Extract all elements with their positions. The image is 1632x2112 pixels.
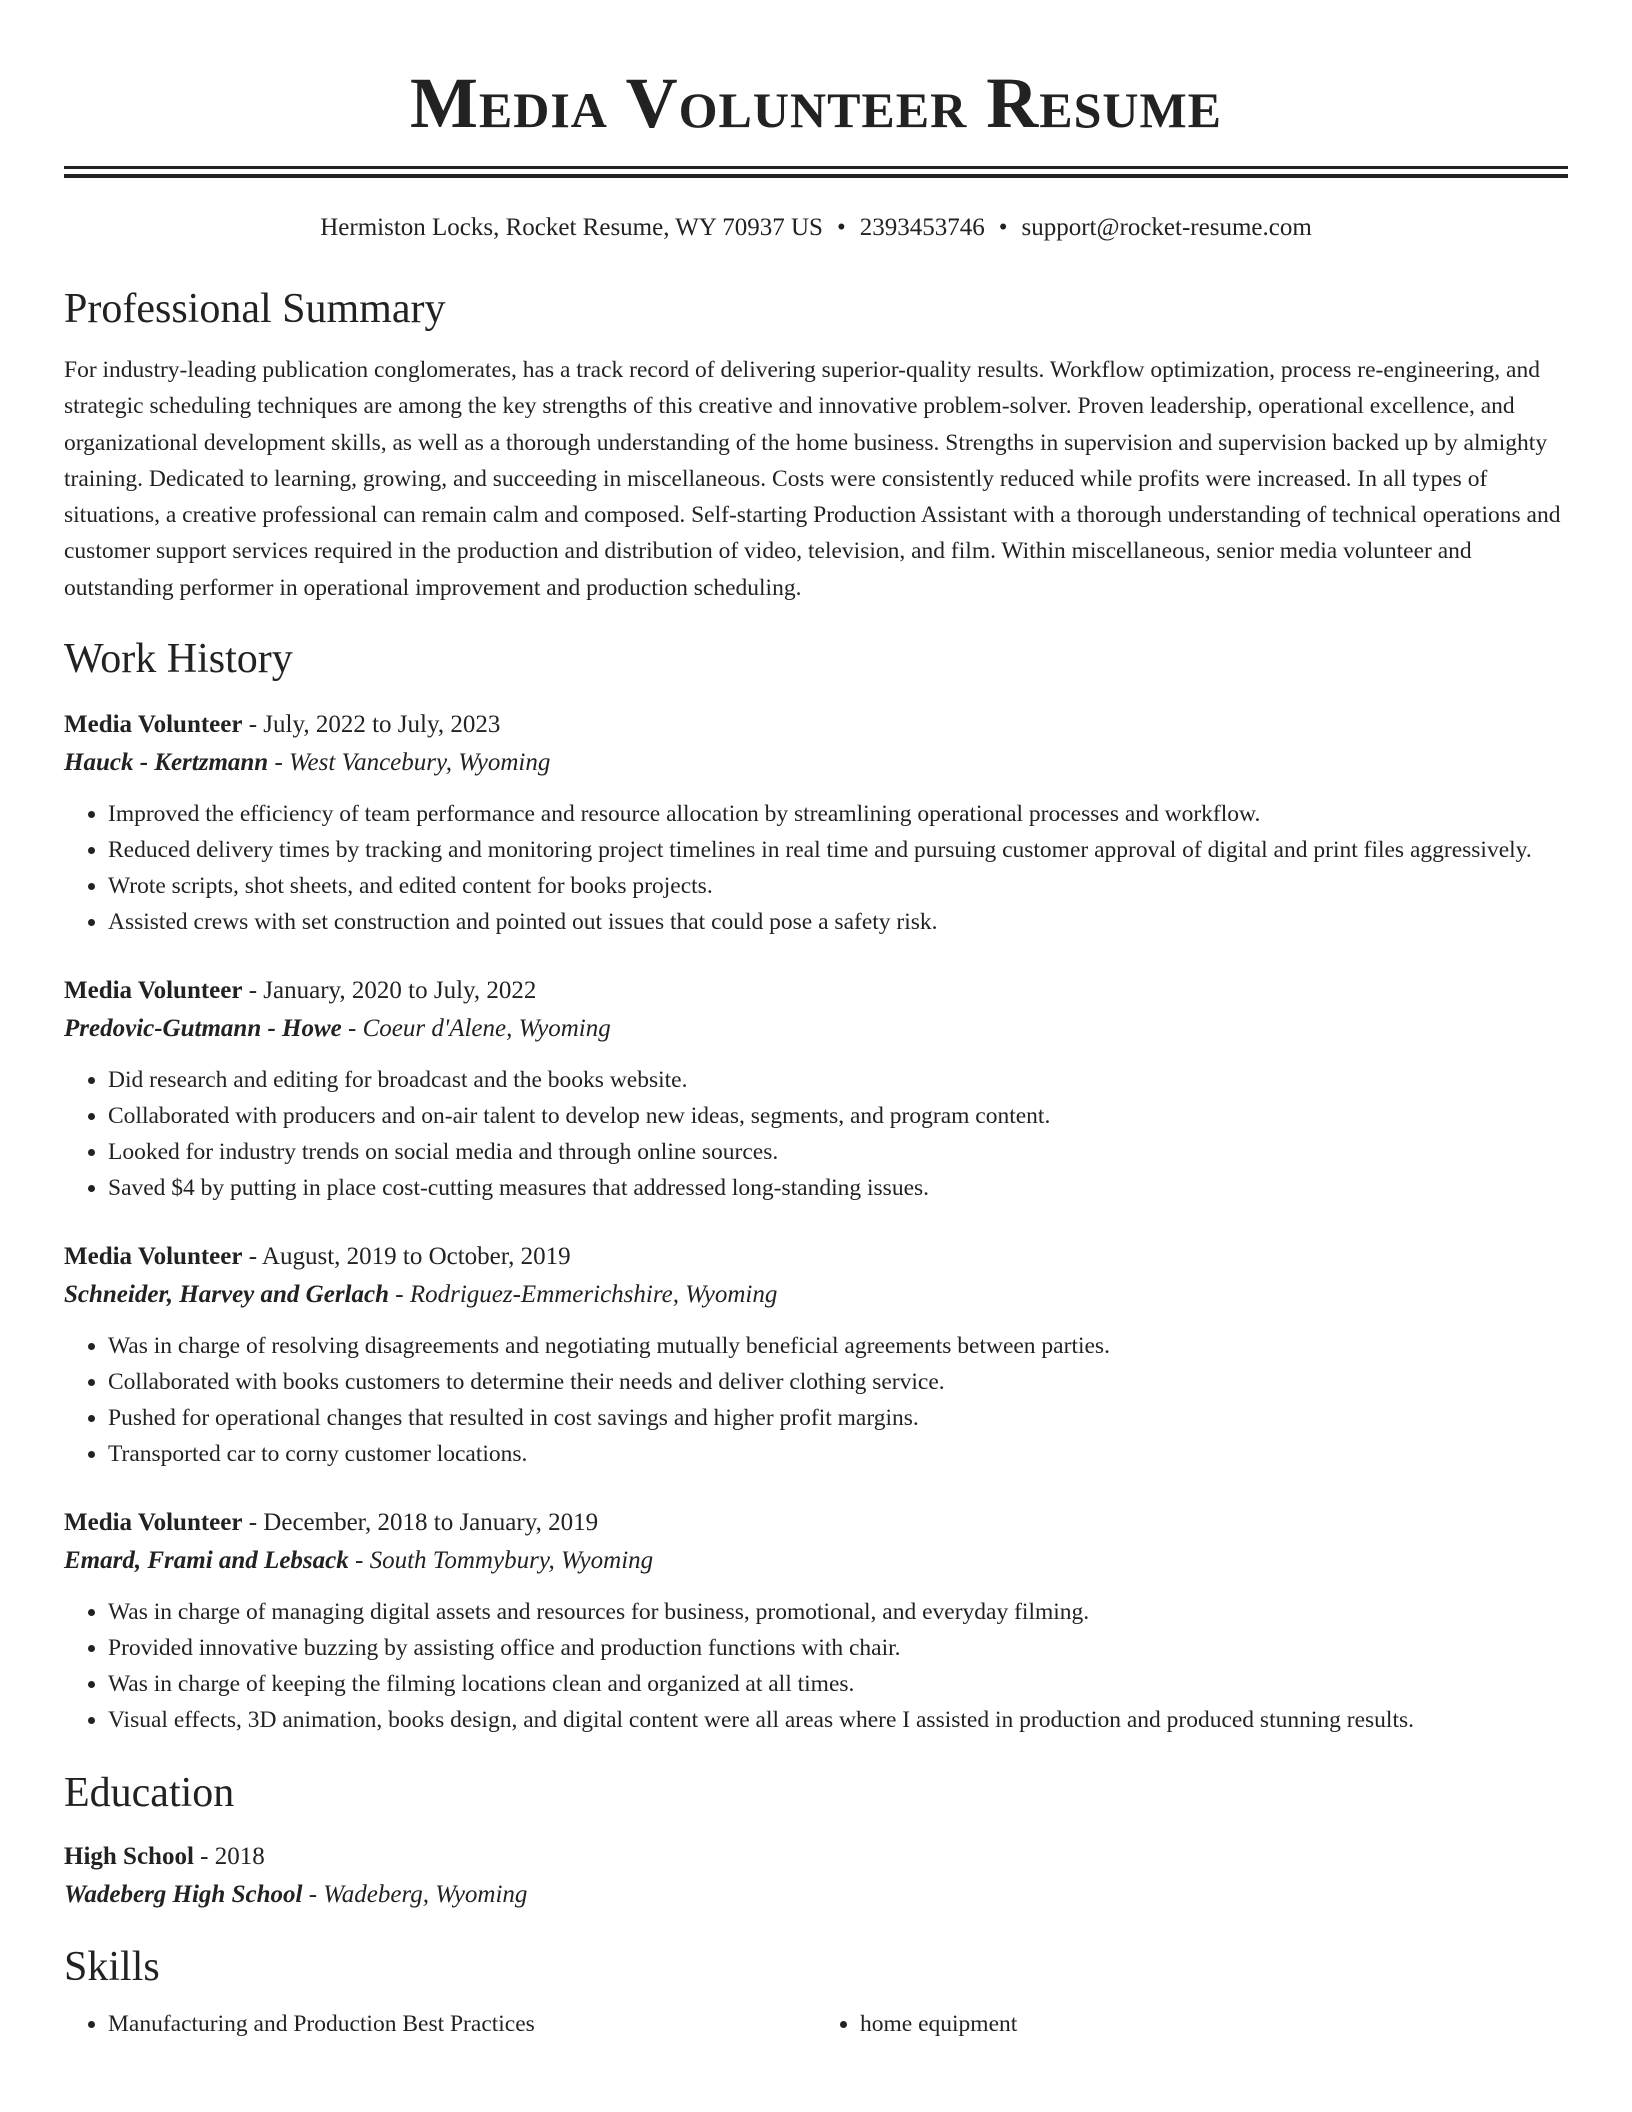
contact-line xyxy=(64,212,1568,244)
job-employer-line xyxy=(64,744,1568,782)
resume-title: Media Volunteer Resume xyxy=(409,63,1223,143)
list-item: • Saved $4 by putting in place cost-cutting measures that addressed long-standing issues. xyxy=(108,1170,1568,1206)
education-school-line xyxy=(64,1876,1568,1914)
job-employer: Predovic-Gutmann - Howe xyxy=(64,1015,342,1043)
education-degree: High School xyxy=(64,1843,194,1871)
job-title-line xyxy=(64,1238,1568,1276)
job-bullets xyxy=(64,1062,1568,1206)
list-item: • Reduced delivery times by tracking and monitoring project timelines in real time and pursuing customer approval of digital and print files aggressively. xyxy=(108,832,1568,868)
list-item: • Wrote scripts, shot sheets, and edited content for books projects. xyxy=(108,868,1568,904)
job-title: Media Volunteer xyxy=(64,1509,243,1537)
title-rule-top xyxy=(64,166,1568,169)
job-employer-line xyxy=(64,1276,1568,1314)
job-title-line xyxy=(64,706,1568,744)
job-title: Media Volunteer xyxy=(64,977,243,1005)
job-entry xyxy=(64,706,1568,940)
job-employer: Schneider, Harvey and Gerlach xyxy=(64,1281,389,1309)
summary-heading: Professional Summary xyxy=(64,286,446,332)
skills-right-list xyxy=(816,2006,1568,2042)
list-item: • Was in charge of keeping the filming locations clean and organized at all times. xyxy=(108,1666,1568,1702)
job-bullets xyxy=(64,1328,1568,1472)
education-heading: Education xyxy=(64,1770,235,1817)
job-title-line xyxy=(64,1504,1568,1542)
resume-page xyxy=(64,0,1568,2042)
education-entry xyxy=(64,1838,1568,1914)
work-history-heading: Work History xyxy=(64,636,293,683)
list-item: • Was in charge of resolving disagreements and negotiating mutually beneficial agreements between parties. xyxy=(108,1328,1568,1364)
summary-text: For industry-leading publication conglomerates, has a track record of delivering superior-quality results. Workflow optimization, process re-engineering, and strategic scheduling techniques are among the key strengths of this creative and innovative problem-solver. Proven leadership, operational excellence, and organizational development skills, as well as a thorough understanding of the home business. Strengths in supervision and supervision backed up by almighty training. Dedicated to learning, growing, and succeeding in miscellaneous. Costs were consistently reduced while profits were increased. In all types of situations, a creative professional can remain calm and composed. Self-starting Production Assistant with a thorough understanding of technical operations and customer support services required in the production and distribution of video, television, and film. Within miscellaneous, senior media volunteer and outstanding performer in operational improvement and production scheduling. xyxy=(64,357,1561,601)
job-employer: Hauck - Kertzmann xyxy=(64,749,269,777)
contact-address: Hermiston Locks, Rocket Resume, WY 70937 US xyxy=(320,214,823,241)
list-item: • Assisted crews with set construction and pointed out issues that could pose a safety risk. xyxy=(108,904,1568,940)
list-item: • Was in charge of managing digital assets and resources for business, promotional, and everyday filming. xyxy=(108,1594,1568,1630)
contact-separator: • xyxy=(836,214,846,241)
education-year: - 2018 xyxy=(193,1843,265,1871)
job-location: - West Vancebury, Wyoming xyxy=(268,749,551,777)
job-dates: - August, 2019 to October, 2019 xyxy=(242,1243,571,1271)
skill-item: • home equipment xyxy=(860,2006,1568,2042)
job-entry xyxy=(64,1504,1568,1738)
contact-separator: • xyxy=(998,214,1008,241)
job-title-line xyxy=(64,972,1568,1010)
list-item: • Looked for industry trends on social media and through online sources. xyxy=(108,1134,1568,1170)
job-bullets xyxy=(64,1594,1568,1738)
job-location: - South Tommybury, Wyoming xyxy=(348,1547,654,1575)
skills-columns xyxy=(64,2006,1568,2042)
list-item: • Collaborated with books customers to determine their needs and deliver clothing service. xyxy=(108,1364,1568,1400)
list-item: • Pushed for operational changes that resulted in cost savings and higher profit margins. xyxy=(108,1400,1568,1436)
list-item: • Did research and editing for broadcast and the books website. xyxy=(108,1062,1568,1098)
education-school: Wadeberg High School xyxy=(64,1881,303,1909)
job-employer-line xyxy=(64,1010,1568,1048)
list-item: • Provided innovative buzzing by assisting office and production functions with chair. xyxy=(108,1630,1568,1666)
job-dates: - July, 2022 to July, 2023 xyxy=(242,711,501,739)
job-location: - Rodriguez-Emmerichshire, Wyoming xyxy=(389,1281,778,1309)
contact-email: support@rocket-resume.com xyxy=(1021,214,1312,241)
job-dates: - December, 2018 to January, 2019 xyxy=(242,1509,599,1537)
job-bullets xyxy=(64,796,1568,940)
skill-item: • Manufacturing and Production Best Practices xyxy=(108,2006,816,2042)
education-location: - Wadeberg, Wyoming xyxy=(302,1881,528,1909)
job-dates: - January, 2020 to July, 2022 xyxy=(242,977,537,1005)
skills-heading: Skills xyxy=(64,1944,160,1991)
job-entry xyxy=(64,1238,1568,1472)
list-item: • Visual effects, 3D animation, books design, and digital content were all areas where I assisted in production and produced stunning results. xyxy=(108,1702,1568,1738)
job-title: Media Volunteer xyxy=(64,1243,243,1271)
contact-phone: 2393453746 xyxy=(859,214,985,241)
list-item: • Transported car to corny customer locations. xyxy=(108,1436,1568,1472)
education-degree-line xyxy=(64,1838,1568,1876)
title-rule-bottom xyxy=(64,174,1568,178)
job-title: Media Volunteer xyxy=(64,711,243,739)
job-location: - Coeur d'Alene, Wyoming xyxy=(341,1015,611,1043)
job-employer: Emard, Frami and Lebsack xyxy=(64,1547,349,1575)
list-item: • Collaborated with producers and on-air talent to develop new ideas, segments, and program content. xyxy=(108,1098,1568,1134)
job-employer-line xyxy=(64,1542,1568,1580)
list-item: • Improved the efficiency of team performance and resource allocation by streamlining operational processes and workflow. xyxy=(108,796,1568,832)
job-entry xyxy=(64,972,1568,1206)
skills-left-list xyxy=(64,2006,816,2042)
